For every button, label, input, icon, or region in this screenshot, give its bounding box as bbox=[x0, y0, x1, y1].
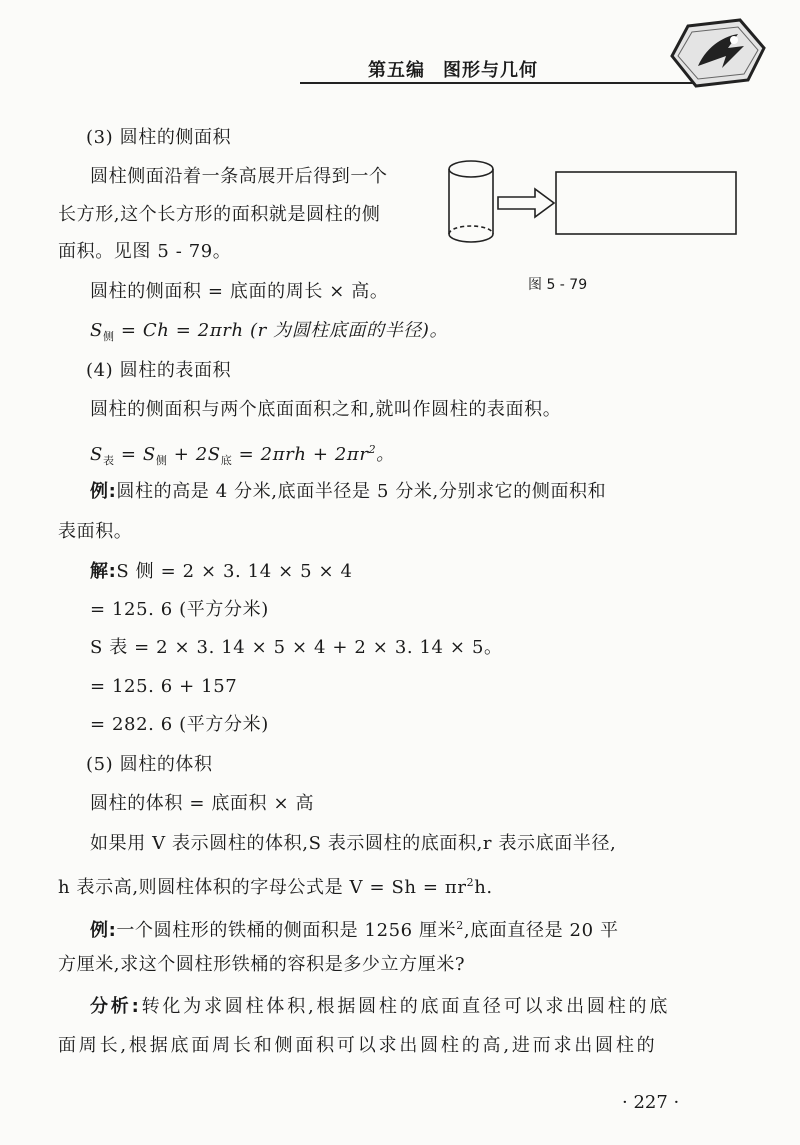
formula-surface-sup: 2 bbox=[368, 443, 377, 456]
solution-label: 解: bbox=[90, 561, 117, 582]
example-2-line-2: 方厘米,求这个圆柱形铁桶的容积是多少立方厘米? bbox=[58, 954, 466, 975]
example-2-label: 例: bbox=[90, 920, 117, 941]
analysis-label: 分析: bbox=[90, 996, 142, 1017]
section-3-heading: (3) 圆柱的侧面积 bbox=[86, 127, 232, 148]
paragraph-2: 圆柱的侧面积与两个底面面积之和,就叫作圆柱的表面积。 bbox=[90, 399, 562, 420]
paragraph-1-line-3: 面积。见图 5 - 79。 bbox=[58, 241, 232, 262]
analysis-line-1 bbox=[90, 995, 670, 1019]
section-4-heading: (4) 圆柱的表面积 bbox=[86, 360, 232, 381]
example-2-sup: 2 bbox=[456, 919, 464, 932]
analysis-line-1-text: 转化为求圆柱体积,根据圆柱的底面直径可以求出圆柱的底 bbox=[141, 996, 671, 1017]
paragraph-3-sup: 2 bbox=[466, 876, 475, 889]
example-1-text: 圆柱的高是 4 分米,底面半径是 5 分米,分别求它的侧面积和 bbox=[116, 481, 607, 502]
example-1-line-1 bbox=[90, 480, 606, 504]
running-header bbox=[368, 56, 538, 82]
analysis-line-2: 面周长,根据底面周长和侧面积可以求出圆柱的高,进而求出圆柱的 bbox=[58, 1035, 658, 1056]
paragraph-3-line-2a: h 表示高,则圆柱体积的字母公式是 V = Sh = πr bbox=[58, 877, 467, 898]
formula-surface-b: + 2S bbox=[167, 444, 221, 465]
formula-lateral-area-rest: = Ch = 2πrh (r 为圆柱底面的半径)。 bbox=[114, 320, 449, 341]
header-rule bbox=[300, 82, 700, 84]
solution-line-2: = 125. 6 (平方分米) bbox=[90, 599, 269, 620]
formula-surface-area: $S_表 = S_侧 + 2S_底 = 2\pi rh + 2\pi r^2$。 bbox=[90, 443, 395, 467]
paragraph-1-line-2: 长方形,这个长方形的面积就是圆柱的侧 bbox=[58, 204, 381, 225]
formula-lateral-area: $S_侧 = Ch = 2\pi rh$ (r 为圆柱底面的半径)。 bbox=[90, 320, 449, 343]
example-1-line-2: 表面积。 bbox=[58, 521, 133, 542]
formula-lateral-area-words: 圆柱的侧面积 = 底面的周长 × 高。 bbox=[90, 281, 389, 302]
paragraph-1-line-1: 圆柱侧面沿着一条高展开后得到一个 bbox=[90, 166, 388, 187]
subscript-side-2: 侧 bbox=[155, 454, 168, 467]
subscript-surface: 表 bbox=[102, 454, 115, 467]
formula-surface-end: 。 bbox=[376, 444, 395, 465]
solution-line-5: = 282. 6 (平方分米) bbox=[90, 714, 269, 735]
paragraph-3-line-2 bbox=[58, 871, 493, 900]
figure-caption: 图 5 - 79 bbox=[528, 277, 588, 293]
example-2-line-1b: ,底面直径是 20 平 bbox=[463, 920, 619, 941]
paragraph-3-line-2b: h. bbox=[474, 877, 493, 898]
example-2-line-1 bbox=[90, 914, 619, 943]
formula-surface-a: = S bbox=[114, 444, 156, 465]
header-part: 第五编 bbox=[368, 60, 425, 81]
cylinder-unfold-figure bbox=[440, 150, 740, 260]
hexagon-logo-icon bbox=[668, 14, 768, 94]
solution-line-1 bbox=[90, 560, 353, 584]
subscript-side: 侧 bbox=[102, 330, 115, 343]
section-5-heading: (5) 圆柱的体积 bbox=[86, 754, 213, 775]
page-number: · 227 · bbox=[622, 1092, 680, 1113]
example-2-line-1a: 一个圆柱形的铁桶的侧面积是 1256 厘米 bbox=[116, 920, 457, 941]
formula-volume-words: 圆柱的体积 = 底面积 × 高 bbox=[90, 793, 315, 814]
solution-line-1-text: S 侧 = 2 × 3. 14 × 5 × 4 bbox=[116, 561, 353, 582]
formula-surface-c: = 2πrh + 2πr bbox=[232, 444, 369, 465]
paragraph-3-line-1: 如果用 V 表示圆柱的体积,S 表示圆柱的底面积,r 表示底面半径, bbox=[90, 833, 617, 854]
solution-line-4: = 125. 6 + 157 bbox=[90, 676, 238, 697]
header-title: 图形与几何 bbox=[443, 60, 538, 81]
solution-line-3: S 表 = 2 × 3. 14 × 5 × 4 + 2 × 3. 14 × 5。 bbox=[90, 637, 503, 658]
subscript-bottom: 底 bbox=[220, 454, 233, 467]
example-1-label: 例: bbox=[90, 481, 117, 502]
